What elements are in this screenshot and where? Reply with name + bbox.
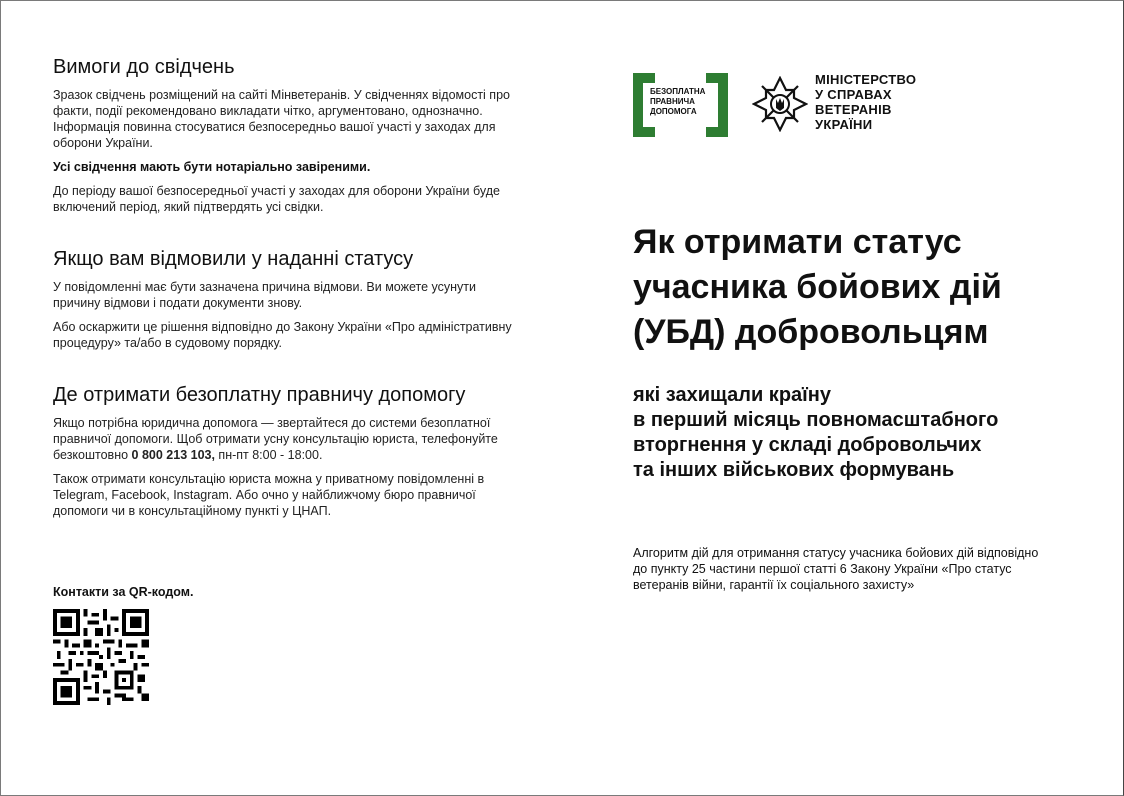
paragraph: Зразок свідчень розміщений на сайті Мінветеранів. У свідченнях відомості про факти, події рекомендовано викладати чітко, аргументовано, однозначно. Інформація повинна стосуватися безпосередньо вашої участі у заходах для оборони України. xyxy=(53,88,510,150)
ministry-name xyxy=(815,72,955,132)
legal-aid-logo-icon xyxy=(633,73,728,137)
ministry-name-line: У СПРАВАХ xyxy=(815,87,892,102)
legal-aid-logo-text: БЕЗОПЛАТНА ПРАВНИЧА ДОПОМОГА xyxy=(650,87,706,116)
ministry-name-line: УКРАЇНИ xyxy=(815,117,873,132)
paragraph: У повідомленні має бути зазначена причина відмови. Ви можете усунути причину відмови і подати документи знову. xyxy=(53,280,476,310)
section-if-refused xyxy=(53,248,523,359)
paragraph: Або оскаржити це рішення відповідно до Закону України «Про адміністративну процедуру» та/або в судовому порядку. xyxy=(53,320,512,350)
section-testimony-requirements xyxy=(53,56,523,223)
hotline-phone: 0 800 213 103, xyxy=(131,448,215,462)
page-subtitle xyxy=(633,383,1093,483)
section-heading: Якщо вам відмовили у наданні статусу xyxy=(53,248,414,270)
subtitle-line: в перший місяць повномасштабного xyxy=(633,409,999,431)
legal-basis-note: Алгоритм дій для отримання статусу учасника бойових дій відповідно до пункту 25 частини першої статті 6 Закону України «Про статус ветеранів війни, гарантії їх соціального захисту» xyxy=(633,546,1039,592)
subtitle-line: вторгнення у складі добровольчих xyxy=(633,434,982,456)
paragraph-bold: Усі свідчення мають бути нотаріально завіреними. xyxy=(53,160,371,174)
ministry-emblem-icon xyxy=(752,76,808,132)
title-line: (УБД) добровольцям xyxy=(633,313,989,351)
title-line: Як отримати статус xyxy=(633,223,962,261)
subtitle-line: які захищали країну xyxy=(633,384,831,406)
subtitle-line: та інших військових формувань xyxy=(633,459,955,481)
page-title xyxy=(633,220,1093,355)
ministry-name-line: МІНІСТЕРСТВО xyxy=(815,72,917,87)
paragraph xyxy=(53,415,523,463)
ministry-name-line: ВЕТЕРАНІВ xyxy=(815,102,892,117)
paragraph: До періоду вашої безпосередньої участі у заходах для оборони України буде включений період, який підтвердять усі свідки. xyxy=(53,184,500,214)
paragraph: Також отримати консультацію юриста можна у приватному повідомленні в Telegram, Facebook, Instagram. Або очно у найближчому бюро правничої допомоги чи в консультаційному пункті у ЦНАП. xyxy=(53,472,485,518)
section-heading: Де отримати безоплатну правничу допомогу xyxy=(53,384,466,406)
section-free-legal-aid xyxy=(53,384,523,527)
qr-label: Контакти за QR-кодом. xyxy=(53,585,194,599)
title-line: учасника бойових дій xyxy=(633,268,1002,306)
paragraph-text: Якщо потрібна юридична допомога — звертайтеся до системи безоплатної правничої допомоги. Щоб отримати усну консультацію юриста, телефонуйте безкоштовно xyxy=(53,416,498,462)
working-hours: пн-пт 8:00 - 18:00. xyxy=(214,448,323,462)
section-heading: Вимоги до свідчень xyxy=(53,56,235,78)
qr-code-icon[interactable] xyxy=(53,609,149,705)
